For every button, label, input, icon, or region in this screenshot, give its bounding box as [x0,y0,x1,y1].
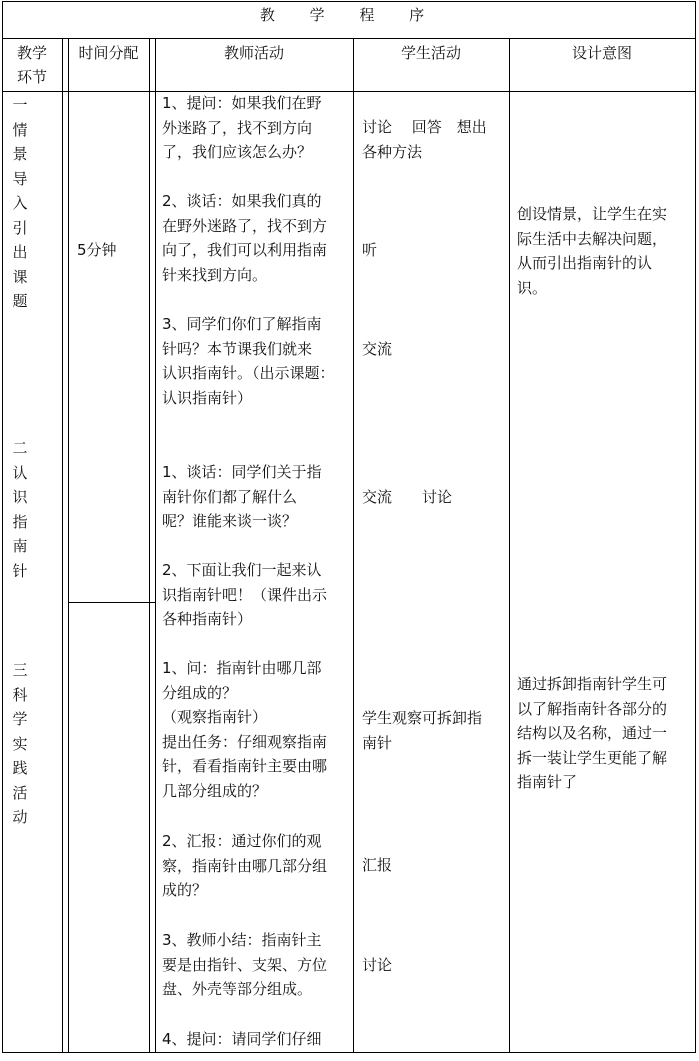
header-stage: 教学 环节 [16,44,47,86]
teacher-activity-5: 2、下面让我们一起来认 识指南针吧！（课件出示 各种指南针） [162,561,328,628]
header-teacher: 教师活动 [223,44,284,62]
col-divider-2 [149,38,150,1053]
table-top-border [2,1,696,2]
col-divider-4 [509,38,510,1053]
design-intent-2: 通过拆卸指南针学生可 以了解指南针各部分的 结构以及名称，通过一 拆一装让学生更能了解 指南针了 [517,675,668,791]
student-activity-5: 学生观察可拆卸指 南针 [362,709,483,752]
stage-1-label: 一 情 景 导 入 引 出 课 题 [12,96,28,310]
header-design: 设计意图 [571,44,632,62]
student-activity-4: 交流 讨论 [362,488,453,506]
col-divider-3 [353,38,354,1053]
teacher-activity-8: 3、教师小结：指南针主 要是由指针、支架、方位 盘、外壳等部分组成。 [162,931,328,998]
teacher-activity-3: 3、同学们你们了解指南 针吗？本节课我们就来 认识指南针。（出示课题： 认识指南针） [162,315,335,407]
student-activity-2: 听 [362,241,378,259]
student-activity-1: 讨论 回答 想出 各种方法 [362,118,487,161]
col-divider-2b [155,38,156,1053]
col-divider-1 [62,38,63,1053]
header-student: 学生活动 [400,44,461,62]
design-intent-1: 创设情景，让学生在实 际生活中去解决问题， 从而引出指南针的认 识。 [517,205,668,297]
table-left-border [2,1,3,1053]
table-bottom-border [2,1052,696,1053]
time-allocation: 5分钟 [77,241,117,259]
table-title: 教 学 程 序 [259,6,440,24]
stage-2-label: 二 认 识 指 南 针 [12,439,28,580]
teacher-activity-2: 2、谈话：如果我们真的 在野外迷路了，找不到方 向了，我们可以利用指南 针来找到方向。 [162,192,328,284]
student-activity-7: 讨论 [362,956,393,974]
header-time: 时间分配 [78,44,139,62]
header-row-border [2,91,696,92]
teacher-activity-7: 2、汇报：通过你们的观 察，指南针由哪几部分组 成的？ [162,832,328,899]
title-row-border [2,38,696,39]
stage-3-label: 三 科 学 实 践 活 动 [12,661,28,826]
col-divider-1b [68,38,69,1053]
teacher-activity-4: 1、谈话：同学们关于指 南针你们都了解什么 呢？谁能来谈一谈？ [162,463,322,530]
time-cell-split [68,602,155,603]
teacher-activity-1: 1、提问：如果我们在野 外迷路了，找不到方向 了，我们应该怎么办？ [162,94,322,161]
student-activity-6: 汇报 [362,856,393,874]
teacher-activity-6: 1、问：指南针由哪几部 分组成的？ （观察指南针） 提出任务：仔细观察指南 针，看看指南针主要由哪 几部分组成的？ [162,659,328,800]
student-activity-3: 交流 [362,340,393,358]
teacher-activity-9: 4、提问：请同学们仔细 [162,1030,322,1048]
table-right-border [695,1,696,1053]
